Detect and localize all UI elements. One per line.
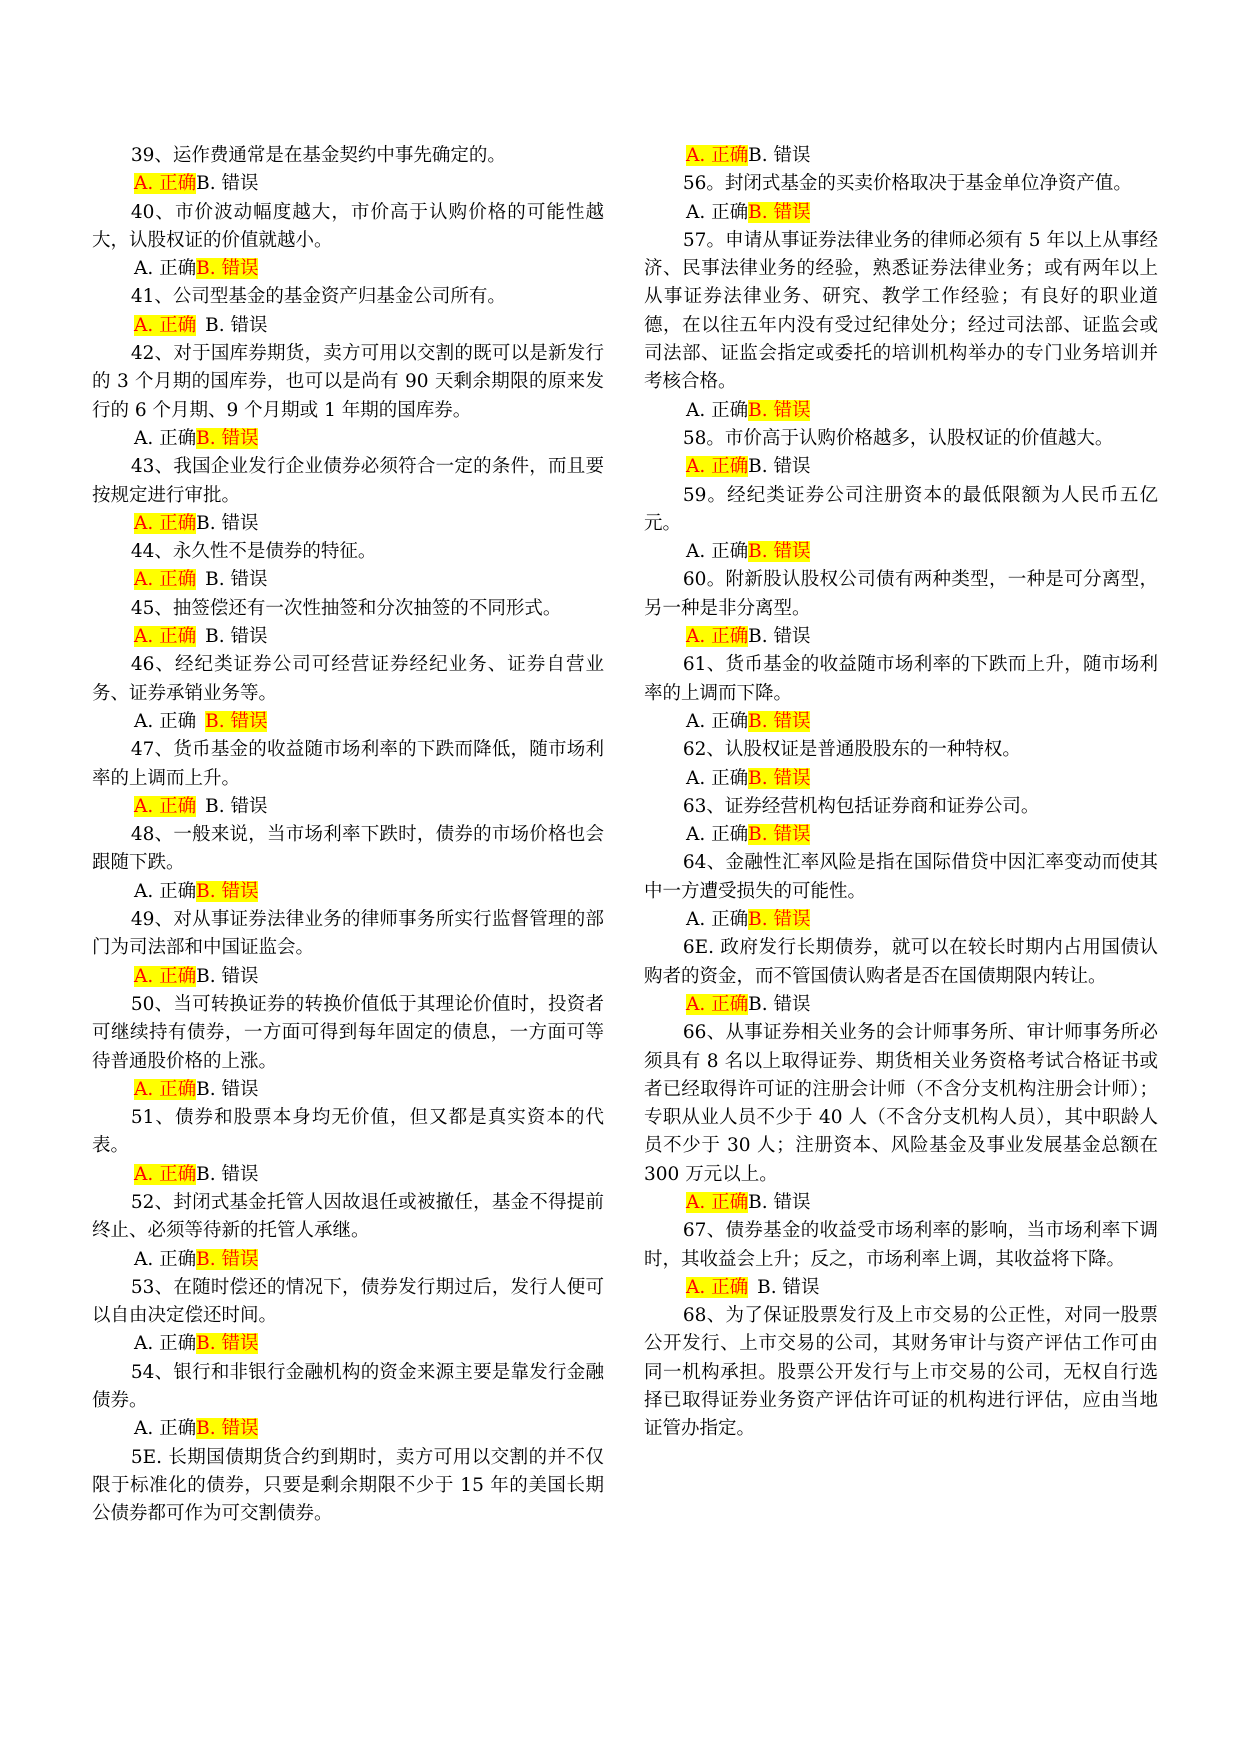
answer-options — [644, 623, 1158, 651]
option-b: B. 错误 — [196, 965, 259, 987]
option-a: A. 正确 — [134, 1163, 197, 1185]
option-b: B. 错误 — [196, 1078, 259, 1100]
question-text: 57。申请从事证券法律业务的律师必须有 5 年以上从事经济、民事法律业务的经验，熟悉证券法律业务；或有两年以上从事证券法律业务、研究、教学工作经验；有良好的职业道德，在以往五年内没有受过纪律处分；经过司法部、证监会或司法部、证监会指定或委托的培训机构举办的专门业务培训并考核合格。 — [644, 229, 1158, 393]
option-a: A. 正确 — [686, 1191, 749, 1213]
question-text: 52、封闭式基金托管人因故退任或被撤任，基金不得提前终止、必须等待新的托管人承继。 — [92, 1191, 604, 1242]
question-text: 51、债券和股票本身均无价值，但又都是真实资本的代表。 — [92, 1107, 604, 1157]
answer-options — [644, 906, 1158, 934]
option-b: B. 错误 — [748, 909, 811, 931]
right-column — [644, 142, 1158, 1444]
option-a: A. 正确 — [686, 993, 749, 1015]
question-text: 68、为了保证股票发行及上市交易的公正性，对同一股票公开发行、上市交易的公司，其财务审计与资产评估工作可由同一机构承担。股票公开发行与上市交易的公司，无权自行选择已取得证券业务资产评估许可证的机构进行评估，应由当地证管办指定。 — [644, 1305, 1158, 1440]
option-a: A. 正确 — [134, 710, 197, 732]
question-text: 66、从事证券相关业务的会计师事务所、审计师事务所必须具有 8 名以上取得证券、期货相关业务资格考试合格证书或者已经取得许可证的注册会计师（不含分支机构注册会计师）；专职从业人员不少于 40 人（不含分支机构人员），其中职龄人员不少于 30 人；注册资本、风险基金及事业发展基金总额在 300 万元以上。 — [644, 1022, 1158, 1185]
answer-options — [92, 566, 604, 594]
answer-options — [644, 765, 1158, 793]
option-a: A. 正确 — [134, 258, 197, 280]
question-text: 49、对从事证券法律业务的律师事务所实行监督管理的部门为司法部和中国证监会。 — [92, 909, 604, 959]
option-b: B. 错误 — [196, 258, 259, 280]
option-b: B. 错误 — [196, 880, 259, 902]
option-a: A. 正确 — [686, 201, 749, 223]
answer-options — [644, 453, 1158, 481]
option-b: B. 错误 — [748, 710, 811, 732]
question-text: 54、银行和非银行金融机构的资金来源主要是靠发行金融债券。 — [92, 1361, 604, 1412]
option-b: B. 错误 — [748, 993, 811, 1015]
answer-options — [92, 793, 604, 821]
question-text: 53、在随时偿还的情况下，债券发行期过后，发行人便可以自由决定偿还时间。 — [92, 1276, 604, 1327]
option-a: A. 正确 — [134, 1248, 197, 1270]
option-a: A. 正确 — [134, 173, 197, 195]
question-text: 58。市价高于认购价格越多，认股权证的价值越大。 — [682, 427, 1114, 449]
answer-options — [644, 1274, 1158, 1302]
question-text: 64、金融性汇率风险是指在国际借贷中因汇率变动而使其中一方遭受损失的可能性。 — [644, 852, 1158, 902]
option-a: A. 正确 — [134, 1078, 197, 1100]
answer-options — [92, 510, 604, 538]
answer-options — [644, 1189, 1158, 1217]
answer-options — [644, 199, 1158, 227]
question-text: 60。附新股认股权公司债有两种类型，一种是可分离型，另一种是非分离型。 — [644, 569, 1158, 619]
question-text: 5E. 长期国债期货合约到期时，卖方可用以交割的并不仅限于标准化的债券，只要是剩余期限不少于 15 年的美国长期公债券都可作为可交割债券。 — [92, 1446, 604, 1525]
option-a: A. 正确 — [134, 965, 197, 987]
answer-options — [644, 708, 1158, 736]
question-text: 6E. 政府发行长期债券，就可以在较长时期内占用国债认购者的资金，而不管国债认购者是否在国债期限内转让。 — [644, 937, 1158, 987]
option-a: A. 正确 — [686, 1276, 749, 1298]
answer-options — [92, 1076, 604, 1104]
option-b: B. 错误 — [748, 541, 811, 563]
question-text: 59。经纪类证券公司注册资本的最低限额为人民币五亿元。 — [644, 484, 1158, 534]
option-b: B. 错误 — [748, 456, 811, 478]
question-text: 48、一般来说，当市场利率下跌时，债券的市场价格也会跟随下跌。 — [92, 824, 604, 874]
answer-options — [92, 1330, 604, 1358]
option-a: A. 正确 — [134, 1333, 197, 1355]
answer-options — [92, 623, 604, 651]
answer-options — [92, 312, 604, 340]
option-a: A. 正确 — [686, 824, 749, 846]
question-text: 44、永久性不是债券的特征。 — [130, 541, 377, 563]
option-a: A. 正确 — [686, 456, 749, 478]
question-text: 46、经纪类证券公司可经营证券经纪业务、证券自营业务、证券承销业务等。 — [92, 654, 604, 704]
option-b: B. 错误 — [196, 173, 259, 195]
option-b: B. 错误 — [196, 1418, 259, 1440]
question-text: 67、债券基金的收益受市场利率的影响，当市场利率下调时，其收益会上升；反之，市场利率上调，其收益将下降。 — [644, 1220, 1158, 1270]
answer-options — [92, 963, 604, 991]
option-b: B. 错误 — [748, 201, 811, 223]
question-text: 45、抽签偿还有一次性抽签和分次抽签的不同形式。 — [130, 597, 562, 619]
answer-options — [92, 708, 604, 736]
option-b: B. 错误 — [196, 427, 259, 449]
answer-options — [92, 1415, 604, 1443]
option-a: A. 正确 — [134, 569, 197, 591]
answer-options — [92, 255, 604, 283]
answer-options — [644, 538, 1158, 566]
option-a: A. 正确 — [686, 541, 749, 563]
option-b: B. 错误 — [757, 1276, 820, 1298]
option-a: A. 正确 — [686, 767, 749, 789]
option-a: A. 正确 — [134, 314, 197, 336]
option-b: B. 错误 — [205, 795, 268, 817]
answer-options — [92, 878, 604, 906]
option-a: A. 正确 — [134, 795, 197, 817]
option-b: B. 错误 — [748, 399, 811, 421]
option-a: A. 正确 — [134, 512, 197, 534]
question-text: 39、运作费通常是在基金契约中事先确定的。 — [130, 145, 506, 166]
option-a: A. 正确 — [134, 880, 197, 902]
option-a: A. 正确 — [686, 710, 749, 732]
option-b: B. 错误 — [748, 145, 811, 166]
option-b: B. 错误 — [196, 1248, 259, 1270]
option-a: A. 正确 — [134, 1418, 197, 1440]
question-text: 41、公司型基金的基金资产归基金公司所有。 — [130, 286, 506, 308]
option-b: B. 错误 — [748, 824, 811, 846]
question-text: 56。封闭式基金的买卖价格取决于基金单位净资产值。 — [682, 173, 1132, 195]
option-a: A. 正确 — [686, 909, 749, 931]
option-b: B. 错误 — [205, 710, 268, 732]
option-a: A. 正确 — [134, 626, 197, 648]
answer-options — [644, 397, 1158, 425]
question-text: 42、对于国库券期货，卖方可用以交割的既可以是新发行的 3 个月期的国库券，也可以是尚有 90 天剩余期限的原来发行的 6 个月期、9 个月期或 1 年期的国库券。 — [92, 343, 604, 421]
option-b: B. 错误 — [205, 626, 268, 648]
answer-options — [644, 821, 1158, 849]
answer-options — [92, 425, 604, 453]
option-b: B. 错误 — [748, 767, 811, 789]
option-a: A. 正确 — [686, 626, 749, 648]
question-text: 50、当可转换证券的转换价值低于其理论价值时，投资者可继续持有债券，一方面可得到每年固定的债息，一方面可等待普通股价格的上涨。 — [92, 993, 604, 1072]
option-b: B. 错误 — [196, 1333, 259, 1355]
option-a: A. 正确 — [686, 399, 749, 421]
option-b: B. 错误 — [748, 626, 811, 648]
question-text: 40、市价波动幅度越大，市价高于认购价格的可能性越大，认股权证的价值就越小。 — [92, 201, 604, 251]
option-b: B. 错误 — [196, 1163, 259, 1185]
question-text: 62、认股权证是普通股股东的一种特权。 — [682, 739, 1021, 761]
answer-options — [92, 1246, 604, 1274]
answer-options — [92, 1161, 604, 1189]
answer-options — [644, 991, 1158, 1019]
option-a: A. 正确 — [134, 427, 197, 449]
option-b: B. 错误 — [196, 512, 259, 534]
option-b: B. 错误 — [205, 314, 268, 336]
question-text: 63、证券经营机构包括证券商和证券公司。 — [682, 795, 1040, 817]
question-text: 43、我国企业发行企业债券必须符合一定的条件，而且要按规定进行审批。 — [92, 456, 604, 506]
answer-options — [92, 170, 604, 198]
question-text: 47、货币基金的收益随市场利率的下跌而降低，随市场利率的上调而上升。 — [92, 739, 604, 789]
question-text: 61、货币基金的收益随市场利率的下跌而上升，随市场利率的上调而下降。 — [644, 654, 1158, 704]
option-a: A. 正确 — [686, 145, 749, 166]
answer-options — [644, 142, 1158, 170]
left-column — [92, 142, 604, 1529]
option-b: B. 错误 — [748, 1191, 811, 1213]
option-b: B. 错误 — [205, 569, 268, 591]
